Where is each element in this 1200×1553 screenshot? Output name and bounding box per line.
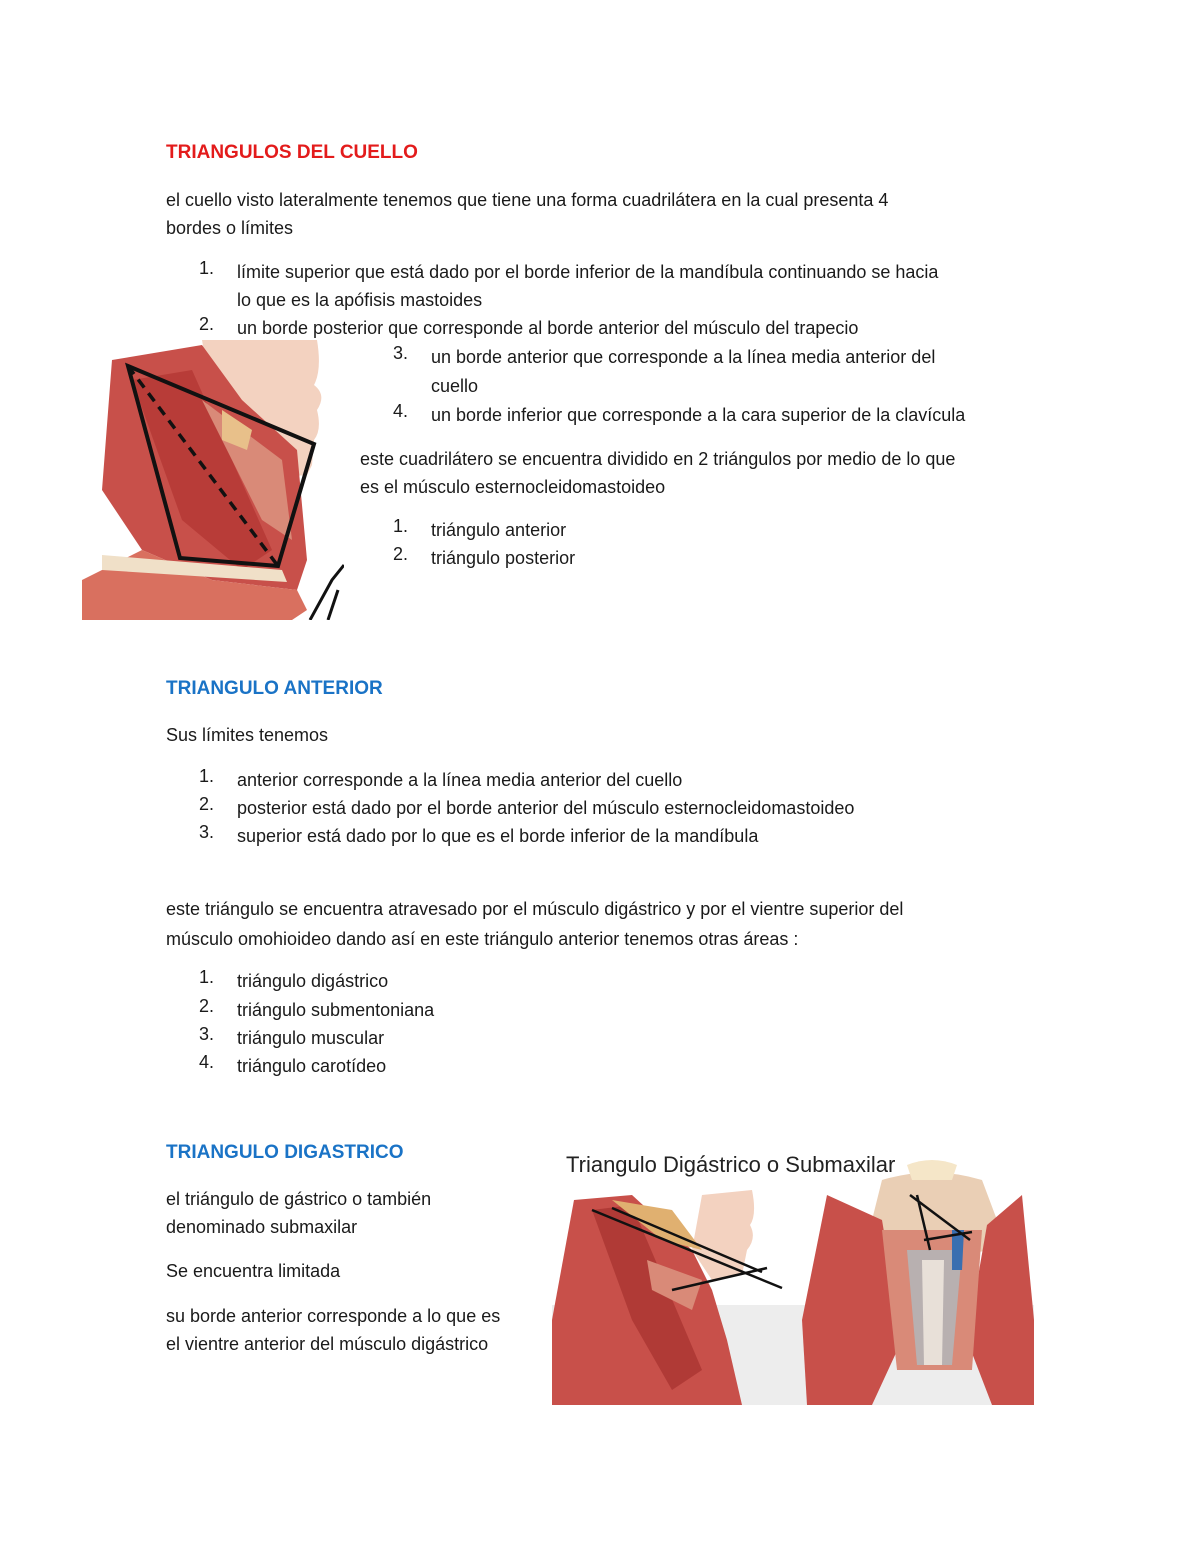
section2-para-line2: músculo omohioideo dando así en este triángulo anterior tenemos otras áreas : <box>166 929 799 949</box>
section3-p3-line1: su borde anterior corresponde a lo que es <box>166 1306 501 1326</box>
digastric-figure <box>552 1140 1034 1405</box>
section1-intro-line2: bordes o límites <box>166 218 294 238</box>
section1-title: TRIANGULOS DEL CUELLO <box>166 142 418 163</box>
figure-title: Triangulo Digástrico o Submaxilar <box>566 1152 896 1177</box>
section3-title: TRIANGULO DIGASTRICO <box>166 1142 404 1163</box>
section1-para-line1: este cuadrilátero se encuentra dividido en 2 triángulos por medio de lo que <box>360 449 956 469</box>
section2-intro: Sus límites tenemos <box>166 725 329 745</box>
digastric-illustration <box>552 1140 1034 1405</box>
section2-para-line1: este triángulo se encuentra atravesado por el músculo digástrico y por el vientre superior del <box>166 899 904 919</box>
section3-p1-line2: denominado submaxilar <box>166 1217 358 1237</box>
section3-p3-line2: el vientre anterior del músculo digástrico <box>166 1334 489 1354</box>
section1-para-line2: es el músculo esternocleidomastoideo <box>360 477 666 497</box>
section2-title: TRIANGULO ANTERIOR <box>166 678 383 699</box>
neck-lateral-figure <box>82 340 344 620</box>
section1-intro-line1: el cuello visto lateralmente tenemos que tiene una forma cuadrilátera en la cual presenta 4 <box>166 190 889 210</box>
section3-p2: Se encuentra limitada <box>166 1261 341 1281</box>
section3-p1-line1: el triángulo de gástrico o también <box>166 1189 432 1209</box>
